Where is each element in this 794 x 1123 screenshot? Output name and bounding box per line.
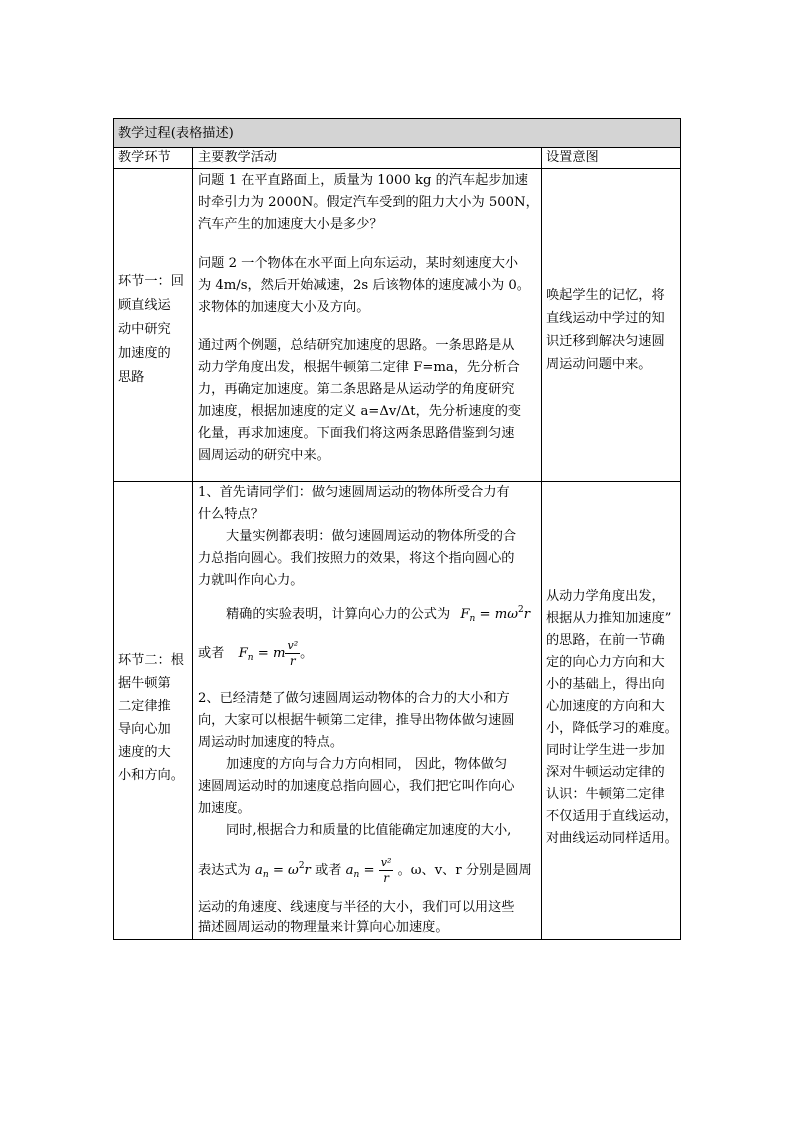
row2-intent-line: 同时让学生进一步加: [546, 743, 665, 758]
row2-activity-line: 向，大家可以根据牛顿第二定律，推导出物体做匀速圆: [198, 713, 515, 728]
row2-activity-line: 加速度。: [198, 801, 251, 816]
row2-intent-line: 深对牛顿运动定律的: [546, 765, 665, 780]
header-stage: 教学环节: [118, 150, 171, 165]
row2-activity-text: 表达式为: [198, 863, 251, 878]
fraction-v2-over-r: $\frac{\text{v²}}{r}$: [287, 638, 299, 668]
row2-activity-line: 大量实例都表明：做匀速圆周运动的物体所受的合: [226, 529, 517, 544]
row2-activity-line: 同时,根据合力和质量的比值能确定加速度的大小,: [226, 823, 512, 838]
row2-activity-line: 周运动时加速度的特点。: [198, 735, 344, 750]
row1-stage-line: 动中研究: [118, 322, 171, 337]
row1-intent-line: 唤起学生的记忆，将: [546, 288, 665, 303]
row2-formula-line-force: [226, 598, 530, 631]
row2-intent-line: 小的基础上，得出向: [546, 677, 665, 692]
row2-activity-line: 力总指向圆心。我们按照力的效果，将这个指向圆心的: [198, 551, 515, 566]
row1-stage-line: 顾直线运: [118, 298, 171, 313]
table-col-divider: [192, 147, 193, 940]
row1-activity-line: 时牵引力为 2000N。假定汽车受到的阻力大小为 500N，: [198, 195, 539, 210]
row2-activity-line: 速圆周运动时的加速度总指向圆心，我们把它叫作向心: [198, 779, 515, 794]
row2-activity-text: 或者: [198, 646, 225, 661]
row1-activity-line: 圆周运动的研究中来。: [198, 448, 330, 463]
row2-stage-line: 环节二：根: [118, 653, 184, 668]
row1-activity-line: 问题 1 在平直路面上，质量为 1000 kg 的汽车起步加速: [198, 173, 528, 188]
row1-intent-line: 识迁移到解决匀速圆: [546, 334, 665, 349]
row2-intent-line: 心加速度的方向和大: [546, 699, 665, 714]
row2-intent-line: 不仅适用于直线运动，: [546, 809, 678, 824]
row2-activity-line: 加速度的方向与合力方向相同， 因此，物体做匀: [226, 757, 508, 772]
header-activity: 主要教学活动: [198, 150, 278, 165]
row2-intent-line: 认识：牛顿第二定律: [546, 787, 665, 802]
formula-centripetal-accel-alt: $a_n$ = $\frac{\text{v²}}{r}$: [345, 855, 392, 885]
row2-stage-line: 导向心加: [118, 722, 171, 737]
row2-activity-text: 。ω、v、r 分别是圆周: [397, 863, 532, 878]
table-border-top: [113, 118, 681, 119]
row1-stage-line: 思路: [118, 370, 145, 385]
table-border-bottom: [113, 939, 681, 940]
formula-centripetal-force-alt: $F_n = m$ $\frac{\text{v²}}{r}$: [238, 638, 299, 668]
row1-activity-line: 化量，再求加速度。下面我们将这两条思路借鉴到匀速: [198, 426, 515, 441]
table-rule: [113, 168, 681, 169]
row1-activity-line: 求物体的加速度大小及方向。: [198, 300, 370, 315]
header-intent: 设置意图: [546, 150, 599, 165]
row2-intent-line: 根据从力推知加速度”: [546, 611, 672, 626]
row2-intent-line: 小，降低学习的难度。: [546, 721, 678, 736]
row2-activity-line: 什么特点？: [198, 507, 264, 522]
row2-formula-line-alt: 或者 $F_n = m$ $\frac{\text{v²}}{r}$ 。: [198, 638, 314, 668]
row1-activity-line: 为 4m/s，然后开始减速，2s 后该物体的速度减小为 0。: [198, 278, 530, 293]
row2-activity-line: 描述圆周运动的物理量来计算向心加速度。: [198, 920, 449, 935]
row2-stage-line: 二定律推: [118, 699, 171, 714]
row2-intent-line: 从动力学角度出发，: [546, 589, 665, 604]
formula-centripetal-force: $F_n = m\omega^2r$: [460, 605, 531, 624]
row2-activity-line: 力就叫作向心力。: [198, 573, 304, 588]
row1-activity-line: 问题 2 一个物体在水平面上向东运动，某时刻速度大小: [198, 256, 519, 271]
table-border-left: [113, 118, 114, 940]
row2-activity-line: 1、首先请同学们：做匀速圆周运动的物体所受合力有: [198, 485, 510, 500]
row2-formula-line-accel: [198, 846, 532, 890]
formula-centripetal-accel: $a_n = \omega^2r$: [254, 861, 311, 880]
row1-intent-line: 直线运动中学过的知: [546, 311, 665, 326]
row1-stage-line: 加速度的: [118, 346, 171, 361]
row1-stage-line: 环节一：回: [118, 274, 184, 289]
fraction-v2-over-r: $\frac{\text{v²}}{r}$: [380, 855, 392, 885]
row2-activity-text: 精确的实验表明，计算向心力的公式为: [226, 607, 451, 622]
row2-activity-text: 或者: [315, 863, 342, 878]
row2-stage-line: 小和方向。: [118, 768, 184, 783]
row2-stage-line: 速度的大: [118, 745, 171, 760]
table-title: 教学过程(表格描述): [118, 126, 234, 141]
row1-activity-line: 加速度，根据加速度的定义 a=Δv/Δt，先分析速度的变: [198, 404, 522, 419]
row2-activity-line: 运动的角速度、线速度与半径的大小，我们可以用这些: [198, 900, 515, 915]
row1-activity-line: 通过两个例题，总结研究加速度的思路。一条思路是从: [198, 338, 515, 353]
row1-intent-line: 周运动问题中来。: [546, 357, 652, 372]
table-col-divider: [541, 147, 542, 940]
row1-activity-line: 汽车产生的加速度大小是多少？: [198, 217, 383, 232]
row2-activity-line: 2、已经清楚了做匀速圆周运动物体的合力的大小和方: [198, 691, 510, 706]
row2-intent-line: 定的向心力方向和大: [546, 655, 665, 670]
row2-stage-line: 据牛顿第: [118, 676, 171, 691]
row2-intent-line: 对曲线运动同样适用。: [546, 831, 678, 846]
row2-intent-line: 的思路，在前一节确: [546, 633, 665, 648]
row1-activity-line: 力，再确定加速度。第二条思路是从运动学的角度研究: [198, 382, 515, 397]
row1-activity-line: 动力学角度出发，根据牛顿第二定律 F=ma，先分析合: [198, 360, 520, 375]
table-border-right: [680, 118, 681, 940]
